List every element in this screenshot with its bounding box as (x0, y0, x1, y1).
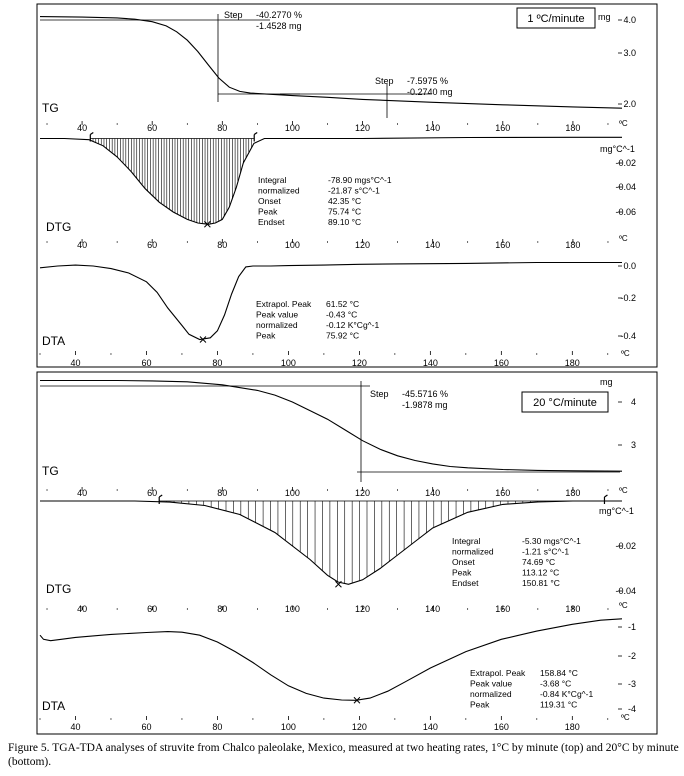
y-tick-label: 3.0 (623, 48, 636, 58)
x-tick-label: 60 (141, 358, 152, 368)
limit-marker (604, 495, 607, 504)
heating-rate-label: 20 °C/minute (533, 397, 597, 409)
panel-label: DTG (46, 220, 72, 234)
result-value: 75.74 °C (328, 206, 362, 217)
step-label: Step (370, 389, 389, 399)
x-tick-label: 100 (284, 123, 300, 133)
x-tick-label: 180 (565, 488, 581, 498)
x-tick-label: 80 (212, 722, 223, 732)
panel-label: DTG (46, 582, 72, 596)
heating-rate-label: 1 ºC/minute (527, 13, 585, 25)
result-name: Onset (452, 557, 475, 567)
result-value: -0.84 K°Cg^-1 (540, 689, 594, 699)
result-name: Endset (452, 578, 479, 588)
x-tick-label: 180 (565, 123, 581, 133)
x-unit-label: ºC (621, 349, 630, 358)
y-unit-label: mg (600, 377, 613, 387)
x-unit-label: ºC (619, 119, 628, 128)
x-tick-label: 80 (212, 358, 223, 368)
y-tick-label: -0.02 (615, 158, 636, 168)
y-unit-label: mg°C^-1 (600, 144, 635, 154)
step-mass: -0.2740 mg (407, 87, 453, 97)
x-unit-label: ºC (619, 601, 628, 610)
x-tick-label: 180 (565, 604, 581, 614)
result-value: -5.30 mgs°C^-1 (522, 536, 581, 546)
x-tick-label: 140 (422, 722, 438, 732)
step-mass: -1.9878 mg (402, 400, 448, 410)
result-value: 119.31 °C (540, 699, 578, 710)
result-name: Onset (258, 196, 281, 206)
result-name: normalized (452, 546, 494, 557)
x-tick-label: 180 (565, 240, 581, 250)
result-value: 158.84 °C (540, 668, 578, 678)
x-tick-label: 120 (351, 358, 367, 368)
x-tick-label: 80 (217, 123, 228, 133)
x-tick-label: 40 (77, 240, 88, 250)
series-line (40, 17, 622, 109)
y-tick-label: 4.0 (623, 15, 636, 25)
x-tick-label: 100 (280, 358, 296, 368)
x-tick-label: 160 (495, 240, 511, 250)
x-unit-label: ºC (621, 713, 630, 722)
y-tick-label: -0.04 (615, 182, 636, 192)
x-tick-label: 40 (77, 488, 88, 498)
x-tick-label: 140 (425, 604, 441, 614)
result-value: -3.68 °C (540, 678, 572, 689)
result-value: 113.12 °C (522, 567, 560, 578)
result-name: Peak value (256, 309, 299, 320)
panel-label: TG (42, 464, 59, 478)
x-tick-label: 120 (355, 604, 371, 614)
x-tick-label: 120 (355, 240, 371, 250)
y-tick-label: -1 (627, 622, 636, 632)
result-name: normalized (470, 689, 512, 699)
panel-label: DTA (42, 699, 66, 713)
y-tick-label: 0.0 (623, 261, 636, 271)
x-tick-label: 40 (70, 722, 81, 732)
x-tick-label: 180 (564, 358, 580, 368)
y-tick-label: -0.04 (615, 586, 636, 596)
x-tick-label: 140 (422, 358, 438, 368)
step-percent: -7.5975 % (407, 76, 449, 86)
panel-label: DTA (42, 334, 66, 348)
x-tick-label: 160 (495, 488, 511, 498)
x-tick-label: 60 (141, 722, 152, 732)
x-tick-label: 60 (147, 123, 158, 133)
panel-label: TG (42, 101, 59, 115)
x-tick-label: 180 (564, 722, 580, 732)
series-line (40, 619, 622, 701)
y-tick-label: -0.4 (620, 331, 636, 341)
result-value: -0.12 K°Cg^-1 (326, 320, 380, 330)
x-tick-label: 60 (147, 604, 158, 614)
result-value: -21.87 s°C^-1 (328, 185, 380, 196)
result-name: normalized (256, 320, 298, 330)
x-tick-label: 100 (284, 240, 300, 250)
result-name: Integral (452, 536, 481, 546)
x-tick-label: 160 (495, 604, 511, 614)
y-tick-label: 2.0 (623, 99, 636, 109)
x-tick-label: 140 (425, 240, 441, 250)
x-tick-label: 120 (355, 488, 371, 498)
step-percent: -40.2770 % (256, 10, 303, 20)
result-value: 74.69 °C (522, 557, 556, 567)
y-tick-label: -3 (627, 679, 636, 689)
step-mass: -1.4528 mg (256, 21, 302, 31)
result-name: Extrapol. Peak (256, 299, 312, 309)
y-tick-label: -0.06 (615, 207, 636, 217)
y-tick-label: -4 (627, 704, 636, 714)
x-tick-label: 80 (217, 240, 228, 250)
result-name: Extrapol. Peak (470, 668, 526, 678)
result-name: Peak (452, 567, 472, 578)
result-value: 89.10 °C (328, 217, 362, 227)
result-name: Peak value (470, 678, 513, 689)
limit-marker (254, 133, 257, 142)
result-value: -78.90 mgs°C^-1 (328, 175, 392, 185)
y-tick-label: -2 (627, 651, 636, 661)
result-value: 42.35 °C (328, 196, 362, 206)
x-tick-label: 100 (284, 604, 300, 614)
x-tick-label: 60 (147, 488, 158, 498)
x-tick-label: 160 (493, 358, 509, 368)
x-tick-label: 60 (147, 240, 158, 250)
x-tick-label: 140 (425, 488, 441, 498)
result-name: Endset (258, 217, 285, 227)
x-tick-label: 40 (77, 604, 88, 614)
x-tick-label: 160 (493, 722, 509, 732)
x-tick-label: 140 (425, 123, 441, 133)
step-label: Step (224, 10, 243, 20)
result-name: normalized (258, 185, 300, 196)
figure-caption: Figure 5. TGA-TDA analyses of struvite from Chalco paleolake, Mexico, measured at two heating rates, 1°C by minute (top) and 20°C by minute (bottom). (8, 742, 679, 768)
x-tick-label: 100 (284, 488, 300, 498)
step-percent: -45.5716 % (402, 389, 449, 399)
x-tick-label: 160 (495, 123, 511, 133)
x-tick-label: 120 (351, 722, 367, 732)
x-unit-label: ºC (619, 234, 628, 243)
x-tick-label: 40 (77, 123, 88, 133)
y-unit-label: mg (598, 12, 611, 22)
result-value: 61.52 °C (326, 299, 360, 309)
result-value: 75.92 °C (326, 330, 360, 341)
result-name: Peak (470, 699, 490, 710)
limit-marker (159, 495, 162, 504)
result-name: Integral (258, 175, 287, 185)
x-tick-label: 100 (280, 722, 296, 732)
x-tick-label: 80 (217, 488, 228, 498)
result-name: Peak (258, 206, 278, 217)
y-unit-label: mg°C^-1 (599, 506, 634, 516)
y-tick-label: 3 (630, 440, 636, 450)
y-tick-label: 4 (630, 397, 636, 407)
x-tick-label: 40 (70, 358, 81, 368)
result-value: 150.81 °C (522, 578, 560, 588)
step-label: Step (375, 76, 394, 86)
x-tick-label: 80 (217, 604, 228, 614)
result-name: Peak (256, 330, 276, 341)
x-tick-label: 120 (355, 123, 371, 133)
result-value: -1.21 s°C^-1 (522, 546, 570, 557)
y-tick-label: -0.02 (615, 541, 636, 551)
y-tick-label: -0.2 (620, 293, 636, 303)
x-unit-label: ºC (619, 486, 628, 495)
result-value: -0.43 °C (326, 309, 358, 320)
